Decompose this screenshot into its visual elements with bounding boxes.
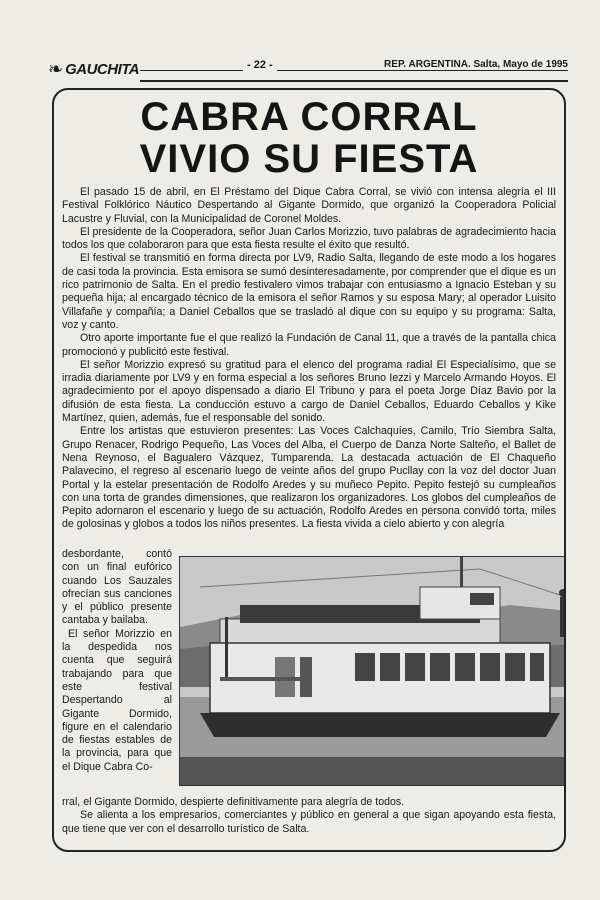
boat-on-lake-photo	[179, 556, 566, 786]
paragraph-4: Otro aporte importante fue el que realizó la Fundación de Canal 11, que a través de la pantalla chica promocionó y publicitó este festival.	[62, 332, 556, 358]
narrow-paragraph-1: desbordante, contó con un final eufórico cuando Los Sauzales ofrecían sus canciones y el público presente cantaba y bailaba.	[62, 548, 172, 627]
header-rule-top	[140, 70, 568, 71]
gauchita-logo	[48, 56, 139, 82]
headline-line-2: VIVIO SU FIESTA	[139, 137, 479, 181]
narrow-column	[62, 548, 172, 774]
dateline: REP. ARGENTINA. Salta, Mayo de 1995	[378, 59, 568, 70]
header-rule-bottom	[140, 80, 568, 82]
paragraph-2: El presidente de la Cooperadora, señor Juan Carlos Morizzio, tuvo palabras de agradecimiento hacia todos los que colaboraron para que esta fiesta resulte el éxito que resultó.	[62, 225, 556, 252]
ornament-icon: ❧	[48, 58, 64, 80]
article-body	[62, 186, 556, 532]
photo-illustration	[180, 557, 566, 785]
paragraph-1: El pasado 15 de abril, en El Préstamo del Dique Cabra Corral, se vivió con intensa alegría el III Festival Folklórico Náutico Despertando al Gigante Dormido, que organizó la Cooperadora Policial Lacustre y Fluvial, con la Municipalidad de Coronel Moldes.	[62, 186, 556, 225]
narrow-paragraph-2: El señor Morizzio en la despedida nos cuenta que seguirá trabajando para que este festival Despertando al Gigante Dormido, figure en el calendario de fiestas estables de la provincia, para que el Dique Cabra Co-	[62, 627, 172, 773]
page-header	[48, 56, 568, 84]
paragraph-6: Entre los artistas que estuvieron presentes: Las Voces Calchaquíes, Camilo, Trío Siembra Salta, Grupo Renacer, Rodrigo Pequeño, Las Voces del Alba, el Cuerpo de Danza Norte Salteño, el Ballet de Nena Reynoso, el Bagualero Vázquez, Tumparenda. La destacada actuación de El Chaqueño Palavecino, el regreso al escenario luego de veinte años del grupo Pucllay con la voz del doctor Juan Portal y la estelar presentación de Rodolfo Aredes y su muñeco Pepito. Pepito festejó su cumpleaños con una torta de grandes dimensiones, que realizaron los organizadores. Los globos del cumpleaños de Pepito adornaron el escenario y luego de su actuación, Rodolfo Aredes en persona convidó torta, miles de golosinas y globos a todos los niños presentes. La fiesta vivida a cielo abierto y con alegría	[62, 425, 556, 531]
page-number: - 22 -	[243, 59, 277, 71]
headline	[54, 96, 564, 180]
headline-line-1: CABRA CORRAL	[140, 95, 478, 139]
paragraph-5: El señor Morizzio expresó su gratitud para el elenco del programa radial El Especialísimo, que se irradia diariamente por LV9 y en forma especial a los señores Bruno Iezzi y Marcelo Armando Hoyos. El agradecimiento por el apoyo dispensado a diario El Tribuno y para el poeta Jorge Díaz Bavio por la difusión de esta fiesta. La conducción estuvo a cargo de Daniel Ceballos, Eduardo Ceballos y Kike Martínez, quien, además, fue el responsable del sonido.	[62, 358, 556, 425]
article-box	[52, 88, 566, 852]
closing-text	[62, 796, 556, 836]
closing-paragraph-2: Se alienta a los empresarios, comerciantes y público en general a que sigan apoyando esta fiesta, que tiene que ver con el desarrollo turístico de Salta.	[62, 809, 556, 835]
paragraph-3: El festival se transmitió en forma directa por LV9, Radio Salta, llegando de este modo a los hogares de casi toda la provincia. Esta emisora se sumó desinteresadamente, por comprender que el dique es un rico patrimonio de Salta. En el predio festivalero vimos trabajar con entusiasmo a Ignacio Esteban y su pequeña hija; al encargado técnico de la emisora el señor Ramos y su esposa Mary; al operador Luisito Villafañe y compañía; a Daniel Ceballos que se trasladó al dique con su equipo y su programa: Salta, voz y canto.	[62, 252, 556, 331]
logo-text: GAUCHITA	[65, 60, 140, 78]
closing-paragraph-1: rral, el Gigante Dormido, despierte definitivamente para alegría de todos.	[62, 796, 405, 808]
